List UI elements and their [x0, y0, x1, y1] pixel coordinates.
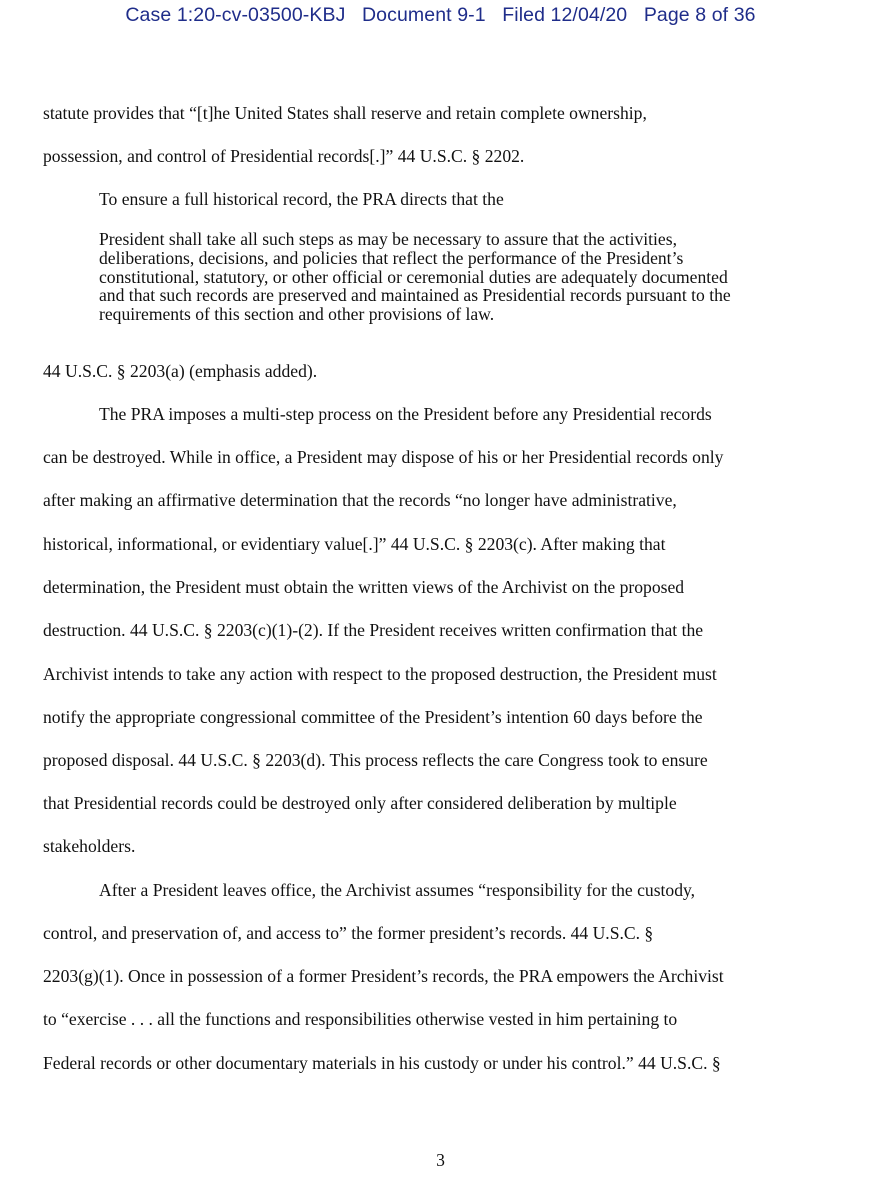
- quote-line: and that such records are preserved and maintained as Presidential records pursuant to the: [99, 285, 731, 306]
- body-line: that Presidential records could be destroyed only after considered deliberation by multiple: [43, 793, 677, 813]
- body-line: to “exercise . . . all the functions and responsibilities otherwise vested in him pertaining to: [43, 1009, 678, 1029]
- body-line: after making an affirmative determination that the records “no longer have administrative,: [43, 490, 677, 510]
- body-line: possession, and control of Presidential records[.]” 44 U.S.C. § 2202.: [43, 146, 525, 166]
- case-header: [0, 4, 881, 27]
- case-number: Case 1:20-cv-03500-KBJ: [125, 4, 346, 26]
- body-line: The PRA imposes a multi-step process on the President before any Presidential records: [99, 404, 712, 424]
- body-line: 2203(g)(1). Once in possession of a former President’s records, the PRA empowers the Archivist: [43, 966, 724, 986]
- body-line: historical, informational, or evidentiary value[.]” 44 U.S.C. § 2203(c). After making that: [43, 534, 666, 554]
- body-line: Archivist intends to take any action with respect to the proposed destruction, the President must: [43, 664, 717, 684]
- quote-line: President shall take all such steps as may be necessary to assure that the activities,: [99, 229, 677, 249]
- page-count: Page 8 of 36: [643, 4, 756, 26]
- body-line: Federal records or other documentary materials in his custody or under his control.” 44 U.S.C. §: [43, 1053, 721, 1073]
- body-line: statute provides that “[t]he United States shall reserve and retain complete ownership,: [43, 103, 647, 123]
- body-line: control, and preservation of, and access to” the former president’s records. 44 U.S.C. §: [43, 923, 654, 943]
- body-line: determination, the President must obtain the written views of the Archivist on the proposed: [43, 577, 685, 597]
- filed-date: Filed 12/04/20: [502, 4, 628, 26]
- block-quote: [99, 230, 799, 324]
- body-line: After a President leaves office, the Archivist assumes “responsibility for the custody,: [99, 880, 696, 900]
- body-line: proposed disposal. 44 U.S.C. § 2203(d). This process reflects the care Congress took to ensure: [43, 750, 708, 770]
- body-line: notify the appropriate congressional committee of the President’s intention 60 days before the: [43, 707, 703, 727]
- body-line: can be destroyed. While in office, a President may dispose of his or her Presidential records only: [43, 447, 724, 467]
- quote-line: deliberations, decisions, and policies that reflect the performance of the President’s: [99, 247, 684, 268]
- body-line: To ensure a full historical record, the PRA directs that the: [99, 189, 504, 209]
- body-line: stakeholders.: [43, 836, 136, 856]
- citation-line: 44 U.S.C. § 2203(a) (emphasis added).: [43, 361, 318, 381]
- body-line: destruction. 44 U.S.C. § 2203(c)(1)-(2). If the President receives written confirmation that the: [43, 620, 704, 640]
- document-number: Document 9-1: [362, 4, 486, 26]
- quote-line: constitutional, statutory, or other official or ceremonial duties are adequately documented: [99, 266, 728, 287]
- quote-line: requirements of this section and other provisions of law.: [99, 304, 495, 325]
- page-number: 3: [436, 1150, 445, 1170]
